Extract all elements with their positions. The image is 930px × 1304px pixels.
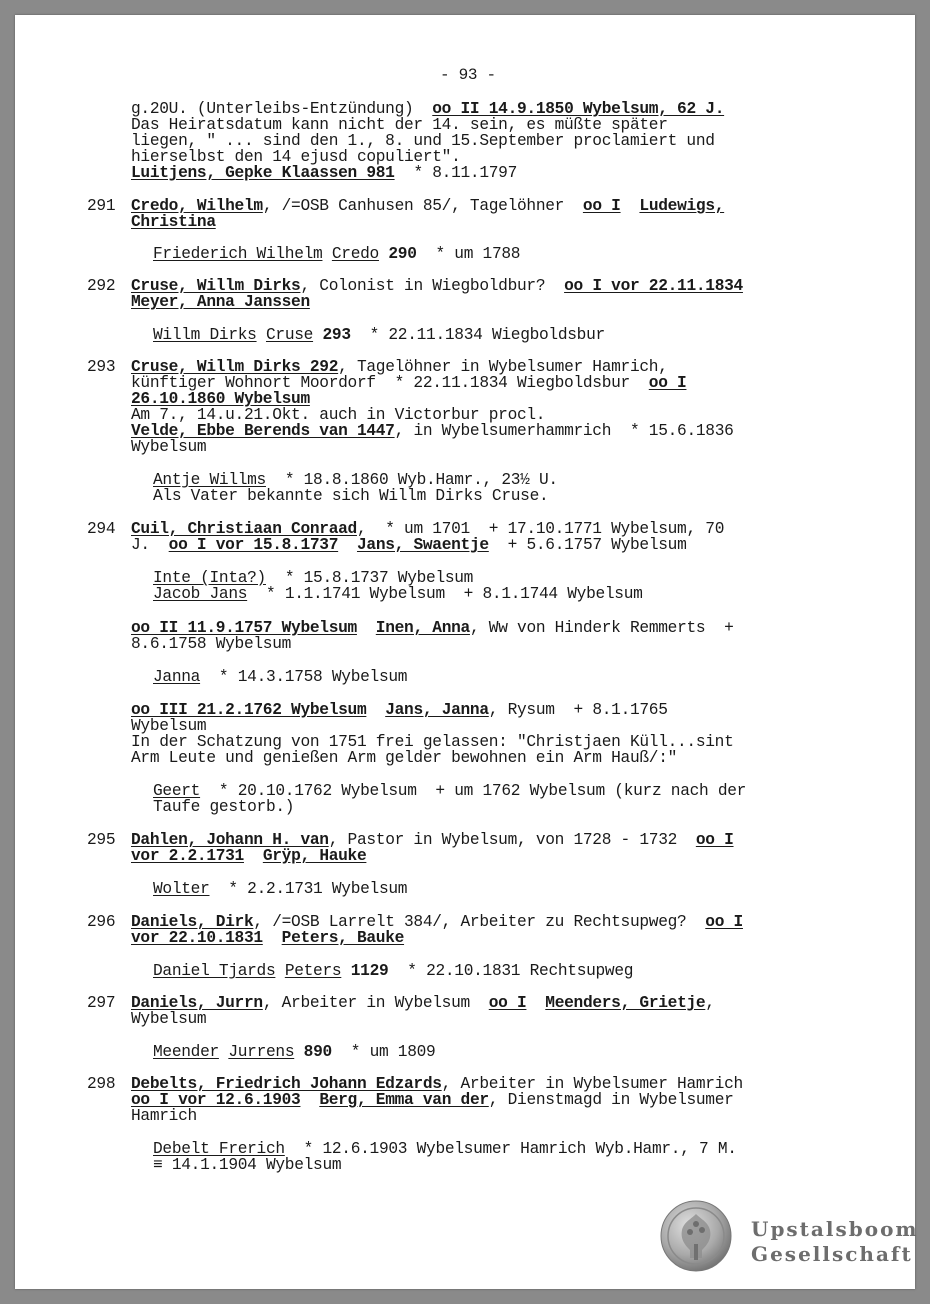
child-line: [153, 586, 643, 602]
person-details: künftiger Wohnort Moordorf * 22.11.1834 Wiegboldsbur: [131, 374, 649, 392]
entry-297-line-1: [131, 995, 715, 1011]
continuation-line-5: [131, 165, 517, 181]
marriage-record: oo I: [648, 374, 687, 392]
marriage-record-cont: 26.10.1860 Wybelsum: [131, 390, 310, 408]
child-line: [153, 1044, 435, 1060]
person-name: Cuil, Christiaan Conraad: [131, 520, 357, 538]
child-line: [153, 669, 407, 685]
child-name: Inte (Inta?): [153, 569, 266, 587]
entry-293-line-4: Am 7., 14.u.21.Okt. auch in Victorbur procl.: [131, 406, 546, 424]
entry-294-line-1: [131, 521, 724, 537]
marriage-record: oo I: [695, 831, 734, 849]
entry-296-line-1: [131, 914, 743, 930]
continuation-line-2: Das Heiratsdatum kann nicht der 14. sein, es müßte später: [131, 116, 668, 134]
continuation-line-1: [131, 101, 724, 117]
child-birth: * 1.1.1741 Wybelsum + 8.1.1744 Wybelsum: [247, 585, 643, 603]
page-number: - 93 -: [440, 66, 496, 84]
marriage-record: oo II 14.9.1850 Wybelsum, 62 J.: [432, 100, 725, 118]
entry-295-line-2: [131, 848, 366, 864]
entry-298-line-2: [131, 1092, 734, 1108]
person-details: , /=OSB Larrelt 384/, Arbeiter zu Rechtsupweg?: [253, 913, 706, 931]
child-name: Daniel Tjards: [153, 962, 276, 980]
person-details: , * um 1701 + 17.10.1771 Wybelsum, 70: [356, 520, 725, 538]
child-birth: * 2.2.1731 Wybelsum: [209, 880, 408, 898]
child-surname: Credo: [331, 245, 379, 263]
child-surname: Jurrens: [228, 1043, 295, 1061]
spouse-name: Luitjens, Gepke Klaassen 981: [131, 164, 395, 182]
spouse-name: Grÿp, Hauke: [262, 847, 367, 865]
person-name: Credo, Wilhelm: [131, 197, 263, 215]
entry-291-line-1: [131, 198, 724, 214]
person-details: , Colonist in Wiegboldbur?: [300, 277, 565, 295]
entry-293-line-2: [131, 375, 686, 391]
person-details: , Pastor in Wybelsum, von 1728 - 1732: [328, 831, 696, 849]
child-birth: * um 1788: [416, 245, 521, 263]
society-name-line-2: Gesellschaft: [751, 1242, 913, 1266]
entry-293-line-5: [131, 423, 734, 439]
entry-number: 297: [87, 994, 116, 1012]
child-line: [153, 246, 520, 262]
punctuation: ,: [705, 994, 715, 1012]
person-details: , Arbeiter in Wybelsum: [262, 994, 489, 1012]
entry-number: 295: [87, 831, 116, 849]
marriage-record: oo I vor 12.6.1903: [131, 1091, 301, 1109]
cause-of-death: g.20U. (Unterleibs-Entzündung): [131, 100, 433, 118]
person-details: , Arbeiter in Wybelsumer Hamrich: [441, 1075, 743, 1093]
child-line: [153, 783, 746, 799]
child-name: Wolter: [153, 880, 210, 898]
spouse-details: , Ww von Hinderk Remmerts +: [469, 619, 734, 637]
entry-294-line-2: [131, 537, 687, 553]
child-name: Janna: [153, 668, 201, 686]
spouse-name: Peters, Bauke: [281, 929, 405, 947]
marriage-record: oo I vor 15.8.1737: [168, 536, 339, 554]
marriage-2-line-2: 8.6.1758 Wybelsum: [131, 635, 292, 653]
child-surname: Peters: [284, 962, 342, 980]
child-line: [153, 1141, 737, 1157]
entry-number: 298: [87, 1075, 116, 1093]
entry-number: 294: [87, 520, 116, 538]
marriage-record: oo II 11.9.1757 Wybelsum: [131, 619, 357, 637]
spouse-name: Inen, Anna: [375, 619, 470, 637]
entry-298-line-1: [131, 1076, 743, 1092]
marriage-record: oo I: [488, 994, 527, 1012]
child-line-2: ≡ 14.1.1904 Wybelsum: [153, 1156, 342, 1174]
person-name: Daniels, Dirk: [131, 913, 254, 931]
entry-295-line-1: [131, 832, 734, 848]
child-ref-number: 890: [303, 1043, 332, 1061]
entry-292-line-2: [131, 294, 310, 310]
spouse-details: , Dienstmagd in Wybelsumer: [488, 1091, 734, 1109]
child-birth: * 22.10.1831 Rechtsupweg: [388, 962, 634, 980]
continuation-line-4: hierselbst den 14 ejusd copuliert".: [131, 148, 461, 166]
marriage-2-line-1: [131, 620, 734, 636]
child-line: [153, 570, 473, 586]
birth-date: * 8.11.1797: [394, 164, 517, 182]
child-name: Debelt Frerich: [153, 1140, 285, 1158]
person-details: , Tagelöhner in Wybelsumer Hamrich,: [338, 358, 668, 376]
entry-number: 296: [87, 913, 116, 931]
entry-number: 291: [87, 197, 116, 215]
marriage-record: oo I vor 22.11.1834: [564, 277, 743, 295]
child-name: Friederich Wilhelm: [153, 245, 323, 263]
child-name: Willm Dirks: [153, 326, 257, 344]
child-birth: * 14.3.1758 Wybelsum: [200, 668, 408, 686]
child-birth: * 20.10.1762 Wybelsum + um 1762 Wybelsum (kurz nach der: [200, 782, 747, 800]
continuation-line-3: liegen, " ... sind den 1., 8. und 15.September proclamiert und: [131, 132, 715, 150]
spouse-name: Jans, Swaentje: [356, 536, 489, 554]
entry-293-line-6: Wybelsum: [131, 438, 207, 456]
marriage-record: oo I: [705, 913, 743, 931]
person-name: Dahlen, Johann H. van: [131, 831, 329, 849]
entry-298-line-3: Hamrich: [131, 1107, 197, 1125]
marriage-3-line-3: In der Schatzung von 1751 frei gelassen: "Christjaen Küll...sint: [131, 733, 734, 751]
person-details: J.: [131, 536, 169, 554]
entry-292-line-1: [131, 278, 743, 294]
entry-291-line-2: [131, 214, 216, 230]
child-surname: Cruse: [265, 326, 314, 344]
spouse-name: Velde, Ebbe Berends van 1447: [131, 422, 395, 440]
spouse-details: , in Wybelsumerhammrich * 15.6.1836: [394, 422, 734, 440]
child-birth: * 12.6.1903 Wybelsumer Hamrich Wyb.Hamr., 7 M.: [284, 1140, 737, 1158]
entry-293-line-1: [131, 359, 668, 375]
child-ref-number: 293: [322, 326, 351, 344]
child-line: [153, 472, 558, 488]
spouse-details: + 5.6.1757 Wybelsum: [488, 536, 687, 554]
person-name: Debelts, Friedrich Johann Edzards: [131, 1075, 442, 1093]
marriage-record-cont: vor 22.10.1831: [131, 929, 263, 947]
person-name: Daniels, Jurrn: [131, 994, 263, 1012]
marriage-record: oo I: [582, 197, 621, 215]
person-name: Cruse, Willm Dirks 292: [131, 358, 339, 376]
child-line: [153, 881, 407, 897]
child-line: [153, 963, 633, 979]
spouse-details: , Rysum + 8.1.1765: [488, 701, 668, 719]
person-details: , /=OSB Canhusen 85/, Tagelöhner: [262, 197, 583, 215]
entry-296-line-2: [131, 930, 404, 946]
child-name: Jacob Jans: [153, 585, 248, 603]
person-name: Cruse, Willm Dirks: [131, 277, 301, 295]
marriage-3-line-4: Arm Leute und genießen Arm gelder bewohnen ein Arm Hauß/:": [131, 749, 678, 767]
document-page: [15, 15, 919, 1289]
society-name-line-1: Upstalsboom: [751, 1217, 919, 1241]
entry-293-line-3: [131, 391, 310, 407]
child-line-2: Taufe gestorb.): [153, 798, 295, 816]
child-name: Antje Willms: [153, 471, 266, 489]
marriage-3-line-1: [131, 702, 668, 718]
child-birth: * um 1809: [331, 1043, 436, 1061]
child-ref-number: 1129: [350, 962, 389, 980]
entry-297-line-2: Wybelsum: [131, 1010, 207, 1028]
entry-number: 293: [87, 358, 116, 376]
spouse-name-cont: Christina: [131, 213, 216, 231]
spouse-name: Jans, Janna: [385, 701, 489, 719]
child-ref-number: 290: [388, 245, 417, 263]
spouse-name: Meenders, Grietje: [545, 994, 706, 1012]
marriage-record: oo III 21.2.1762 Wybelsum: [131, 701, 367, 719]
spouse-name: Berg, Emma van der: [319, 1091, 489, 1109]
seal-icon: [660, 1200, 732, 1272]
child-birth: * 22.11.1834 Wiegboldsbur: [350, 326, 605, 344]
child-name: Geert: [153, 782, 201, 800]
child-note: Als Vater bekannte sich Willm Dirks Cruse.: [153, 487, 549, 505]
child-name: Meender: [153, 1043, 219, 1061]
marriage-3-line-2: Wybelsum: [131, 717, 207, 735]
spouse-name: Meyer, Anna Janssen: [131, 293, 310, 311]
child-line: [153, 327, 605, 343]
marriage-record-cont: vor 2.2.1731: [131, 847, 244, 865]
spouse-name: Ludewigs,: [639, 197, 725, 215]
child-birth: * 15.8.1737 Wybelsum: [265, 569, 474, 587]
child-birth: * 18.8.1860 Wyb.Hamr., 23½ U.: [265, 471, 558, 489]
entry-number: 292: [87, 277, 116, 295]
